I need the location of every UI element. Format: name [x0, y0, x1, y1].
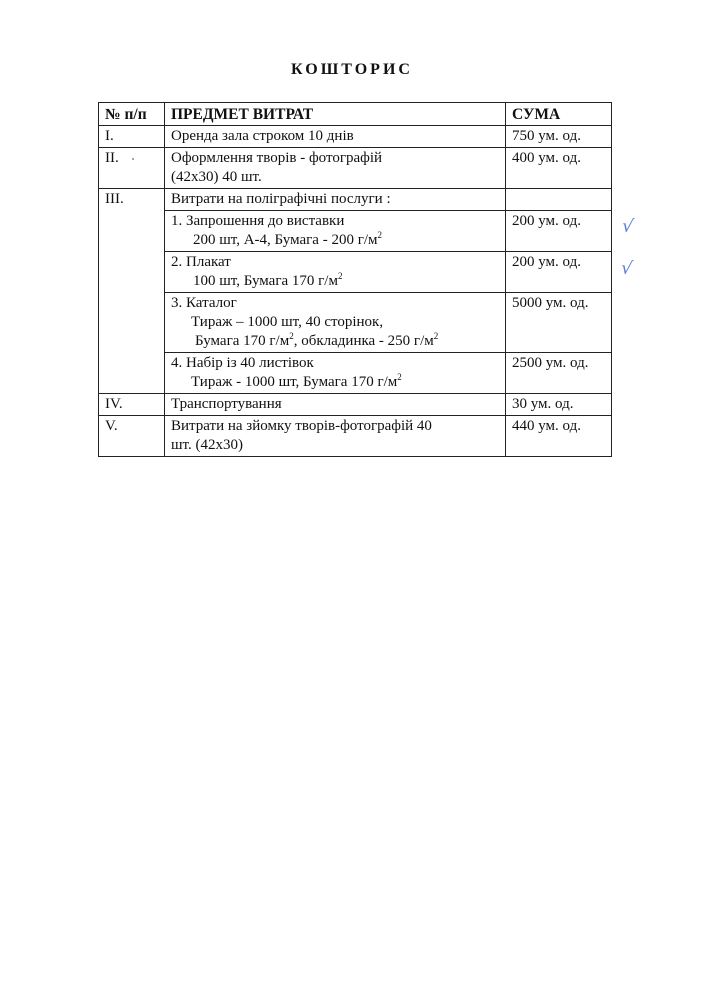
subitem-detail: 200 шт, А-4, Бумага - 200 $г/м^2$	[193, 230, 383, 248]
subitem-detail: 100 шт, Бумага 170 $г/м^2$	[193, 271, 343, 289]
subitem-row	[99, 211, 612, 252]
scan-speck	[132, 158, 134, 160]
estimate-table	[98, 102, 612, 457]
row-item-line: (42х30) 40 шт.	[171, 169, 262, 185]
row-sum: 750 ум. од.	[506, 126, 612, 148]
subitem-item	[165, 293, 506, 353]
subitem-detail: Тираж – 1000 шт, 40 сторінок,	[191, 314, 384, 330]
handwritten-check-icon: √	[619, 257, 634, 280]
table-row	[99, 126, 612, 148]
row-num: III.	[99, 189, 165, 394]
subitem-item	[165, 353, 506, 394]
row-item-line: Оформлення творів - фотографій	[171, 150, 383, 166]
subitem-title: 3. Каталог	[171, 295, 237, 311]
table-row	[99, 394, 612, 416]
row-num: II.	[99, 148, 165, 189]
subitem-row	[99, 293, 612, 353]
row-item	[165, 416, 506, 457]
subitem-row	[99, 252, 612, 293]
subitem-title: 2. Плакат	[171, 254, 231, 270]
header-num: № п/п	[99, 103, 165, 126]
subitem-sum: 200 ум. од.	[506, 211, 612, 252]
row-num: I.	[99, 126, 165, 148]
handwritten-check-icon: √	[620, 215, 635, 238]
header-item: ПРЕДМЕТ ВИТРАТ	[165, 103, 506, 126]
table-row	[99, 416, 612, 457]
document-title: КОШТОРИС	[291, 61, 413, 78]
table-row	[99, 189, 612, 211]
subitem-title: 4. Набір із 40 листівок	[171, 355, 314, 371]
header-row	[99, 103, 612, 126]
row-item: Оренда зала строком 10 днів	[165, 126, 506, 148]
subitem-detail: Бумага 170 $г/м^2$, обкладинка - 250 $г/м^2$	[195, 331, 439, 349]
row-sum: 30 ум. од.	[506, 394, 612, 416]
row-sum	[506, 189, 612, 211]
row-sum: 400 ум. од.	[506, 148, 612, 189]
row-num: IV.	[99, 394, 165, 416]
row-num: V.	[99, 416, 165, 457]
row-item	[165, 148, 506, 189]
subitem-detail: Тираж - 1000 шт, Бумага 170 $г/м^2$	[191, 372, 402, 390]
subitem-sum: 5000 ум. од.	[506, 293, 612, 353]
row-item-line: Витрати на зйомку творів-фотографій 40	[171, 418, 432, 434]
header-sum: СУМА	[506, 103, 612, 126]
subitem-row	[99, 353, 612, 394]
row-item: Витрати на поліграфічні послуги :	[165, 189, 506, 211]
row-sum: 440 ум. од.	[506, 416, 612, 457]
row-item: Транспортування	[165, 394, 506, 416]
subitem-title: 1. Запрошення до виставки	[171, 213, 345, 229]
subitem-sum: 200 ум. од.	[506, 252, 612, 293]
subitem-item	[165, 252, 506, 293]
subitem-item	[165, 211, 506, 252]
row-item-line: шт. (42х30)	[171, 437, 243, 453]
table-row	[99, 148, 612, 189]
subitem-sum: 2500 ум. од.	[506, 353, 612, 394]
